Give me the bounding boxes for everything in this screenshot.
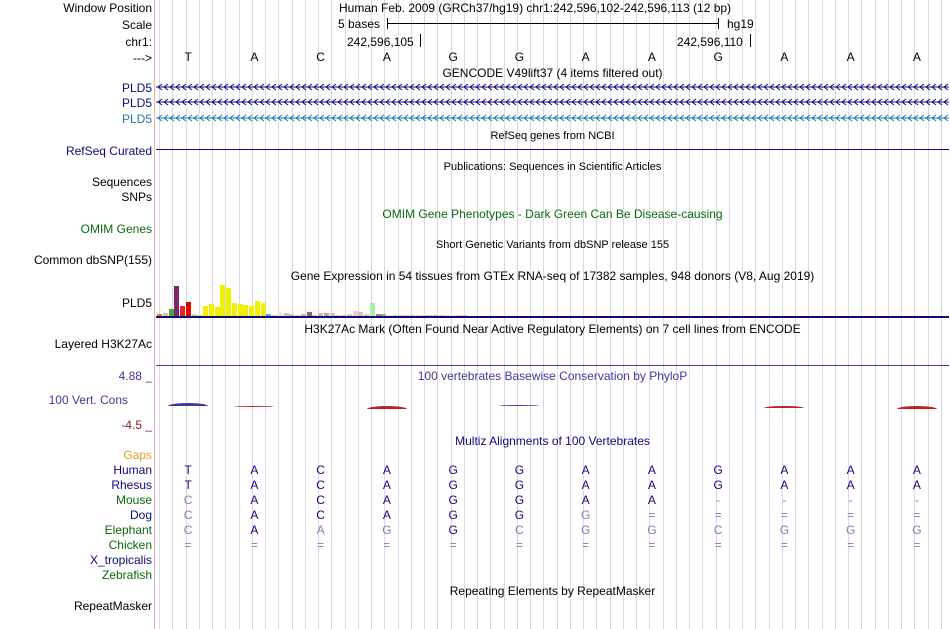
gridline: [928, 0, 929, 629]
gridline: [875, 0, 876, 629]
coord-right: 242,596,110: [677, 35, 743, 49]
gridline: [543, 0, 544, 629]
alignment-base: G: [912, 523, 922, 537]
gridline: [636, 0, 637, 629]
gridline: [490, 0, 491, 629]
sequence-base: A: [250, 50, 259, 64]
alignment-base: T: [184, 463, 192, 477]
sequence-base: C: [316, 50, 325, 64]
gridline: [570, 0, 571, 629]
dbsnp-title: Short Genetic Variants from dbSNP release 155: [435, 239, 670, 251]
gaps-label[interactable]: Gaps: [123, 448, 152, 462]
gridline: [610, 0, 611, 629]
gridline: [901, 0, 902, 629]
scale-bar: [387, 23, 718, 24]
gtex-bar[interactable]: [249, 306, 254, 316]
alignment-base: =: [847, 508, 855, 522]
alignment-base: G: [779, 523, 790, 537]
alignment-base: A: [382, 508, 391, 522]
alignment-base: A: [647, 463, 656, 477]
alignment-base: C: [316, 463, 325, 477]
gtex-bar[interactable]: [226, 288, 231, 316]
repeatmasker-label[interactable]: RepeatMasker: [73, 599, 152, 613]
window-position-text: Human Feb. 2009 (GRCh37/hg19) chr1:242,596,102-242,596,113 (12 bp): [339, 1, 732, 15]
sequence-base: A: [382, 50, 391, 64]
gridline: [689, 0, 690, 629]
phylop-mark: [764, 406, 804, 408]
phylop-label[interactable]: 100 Vert. Cons: [48, 393, 128, 407]
alignment-base: =: [515, 538, 523, 552]
h3k27ac-title: H3K27Ac Mark (Often Found Near Active Regulatory Elements) on 7 cell lines from ENCODE: [304, 322, 801, 336]
alignment-base: G: [713, 463, 723, 477]
multiz-title: Multiz Alignments of 100 Vertebrates: [455, 434, 650, 448]
alignment-base: -: [914, 493, 919, 507]
alignment-base: A: [846, 478, 855, 492]
sequence-base: A: [846, 50, 855, 64]
alignment-base: G: [580, 508, 591, 522]
alignment-base: A: [647, 493, 656, 507]
phylop-max-label: 4.88 _: [118, 369, 152, 383]
alignment-base: C: [515, 523, 524, 537]
gencode-track-label-2[interactable]: PLD5: [121, 96, 152, 110]
gtex-bar[interactable]: [220, 285, 225, 316]
coord-left: 242,596,105: [347, 35, 414, 49]
alignment-base: A: [647, 478, 656, 492]
alignment-base: C: [316, 493, 325, 507]
gtex-bar[interactable]: [169, 309, 174, 316]
alignment-base: A: [780, 478, 789, 492]
alignment-base: =: [648, 538, 656, 552]
gridline: [530, 0, 531, 629]
phylop-title: 100 vertebrates Basewise Conservation by PhyloP: [417, 369, 688, 383]
phylop-mark: [234, 406, 274, 407]
gridline: [941, 0, 942, 629]
sequences-label[interactable]: Sequences: [91, 175, 152, 189]
gtex-title: Gene Expression in 54 tissues from GTEx RNA-seq of 17382 samples, 948 donors (V8, Aug 2019): [290, 269, 815, 283]
alignment-base: G: [448, 463, 458, 477]
alignment-base: A: [912, 463, 921, 477]
gtex-bar[interactable]: [174, 286, 179, 316]
gtex-gene-line: [156, 316, 949, 318]
dbsnp-label[interactable]: Common dbSNP(155): [33, 253, 152, 267]
alignment-base: G: [448, 523, 458, 537]
alignment-base: G: [514, 463, 525, 477]
sequence-base: A: [647, 50, 656, 64]
alignment-base: -: [782, 493, 787, 507]
alignment-base: A: [382, 478, 391, 492]
sequence-base: G: [713, 50, 723, 64]
gtex-bar[interactable]: [215, 307, 220, 316]
alignment-base: =: [582, 538, 590, 552]
alignment-base: -: [716, 493, 721, 507]
sequence-base: T: [184, 50, 192, 64]
alignment-base: A: [912, 478, 921, 492]
alignment-base: =: [714, 538, 722, 552]
phylop-min-label: -4.5 _: [121, 418, 152, 432]
gridline: [755, 0, 756, 629]
gtex-bar[interactable]: [232, 303, 237, 316]
alignment-base: C: [316, 478, 325, 492]
gridline: [623, 0, 624, 629]
alignment-base: =: [780, 508, 788, 522]
gridline: [742, 0, 743, 629]
gtex-bar[interactable]: [180, 306, 185, 316]
scale-bar-right-tick: [718, 18, 719, 29]
species-label[interactable]: Human: [113, 463, 152, 477]
scale-bar-left-tick: [387, 18, 388, 29]
gridline: [477, 0, 478, 629]
phylop-mark: [897, 406, 937, 409]
gridline: [835, 0, 836, 629]
gridline: [504, 0, 505, 629]
alignment-base: C: [713, 523, 723, 537]
alignment-base: C: [183, 523, 193, 537]
alignment-base: G: [514, 493, 525, 507]
alignment-base: G: [647, 523, 657, 537]
gridline: [676, 0, 677, 629]
alignment-base: A: [581, 493, 590, 507]
alignment-base: G: [514, 478, 525, 492]
snps-label[interactable]: SNPs: [121, 190, 152, 204]
gencode-title: GENCODE V49lift37 (4 items filtered out): [442, 66, 663, 80]
refseq-label[interactable]: RefSeq Curated: [65, 144, 152, 158]
species-label[interactable]: Dog: [129, 508, 152, 522]
phylop-mark: [499, 405, 539, 406]
alignment-base: C: [316, 508, 325, 522]
alignment-base: T: [184, 478, 192, 492]
gtex-bar[interactable]: [209, 304, 214, 316]
alignment-base: A: [250, 508, 259, 522]
refseq-line[interactable]: [156, 149, 949, 150]
alignment-base: =: [250, 538, 258, 552]
repeatmasker-title: Repeating Elements by RepeatMasker: [449, 584, 656, 598]
omim-title: OMIM Gene Phenotypes - Dark Green Can Be Disease-causing: [382, 207, 723, 221]
publications-title: Publications: Sequences in Scientific Articles: [443, 161, 662, 173]
gtex-bar[interactable]: [243, 305, 248, 316]
gtex-label[interactable]: PLD5: [121, 296, 152, 310]
alignment-base: G: [448, 478, 458, 492]
alignment-base: A: [250, 493, 259, 507]
alignment-base: =: [780, 538, 788, 552]
coord-left-tick: [420, 34, 421, 47]
h3k27ac-baseline: [156, 365, 949, 366]
gridline: [888, 0, 889, 629]
gridline: [663, 0, 664, 629]
alignment-base: =: [184, 538, 192, 552]
species-label[interactable]: X_tropicalis: [89, 553, 152, 567]
species-label[interactable]: Elephant: [104, 523, 152, 537]
coord-right-tick: [750, 34, 751, 47]
sidebar-divider: [154, 0, 155, 629]
alignment-base: A: [780, 463, 789, 477]
gridline: [822, 0, 823, 629]
sequence-base: G: [514, 50, 525, 64]
alignment-base: A: [250, 463, 259, 477]
species-label[interactable]: Zebrafish: [101, 568, 152, 582]
sequence-base: A: [912, 50, 921, 64]
gencode-transcript-3[interactable]: [156, 114, 949, 122]
gtex-bar[interactable]: [186, 302, 191, 316]
alignment-base: G: [845, 523, 856, 537]
gencode-transcript-1[interactable]: [156, 83, 949, 91]
gencode-track-label-1[interactable]: PLD5: [121, 81, 152, 95]
gtex-bar[interactable]: [370, 303, 375, 316]
h3k27ac-label[interactable]: Layered H3K27Ac: [54, 337, 152, 351]
scale-assembly: hg19: [727, 17, 754, 31]
gridline: [702, 0, 703, 629]
gtex-bar[interactable]: [238, 304, 243, 316]
sequence-base: A: [780, 50, 789, 64]
species-label[interactable]: Chicken: [108, 538, 152, 552]
scale-text: 5 bases: [338, 17, 381, 31]
gtex-bar[interactable]: [261, 303, 266, 316]
alignment-base: C: [183, 508, 193, 522]
alignment-base: A: [382, 463, 391, 477]
gtex-bar[interactable]: [255, 301, 260, 316]
gridline: [808, 0, 809, 629]
alignment-base: =: [714, 508, 722, 522]
gridline: [596, 0, 597, 629]
alignment-base: A: [250, 523, 259, 537]
gridline: [861, 0, 862, 629]
alignment-base: A: [846, 463, 855, 477]
gencode-track-label-3[interactable]: PLD5: [121, 112, 152, 126]
alignment-base: G: [448, 508, 458, 522]
alignment-base: G: [514, 508, 525, 522]
chrom-label: chr1:: [125, 35, 152, 49]
alignment-base: =: [648, 508, 656, 522]
alignment-base: A: [581, 478, 590, 492]
species-label[interactable]: Rhesus: [111, 478, 152, 492]
alignment-base: =: [317, 538, 325, 552]
gridline: [557, 0, 558, 629]
alignment-base: A: [250, 478, 259, 492]
refseq-title: RefSeq genes from NCBI: [490, 130, 615, 142]
strand-label: --->: [133, 51, 152, 65]
scale-label: Scale: [121, 18, 152, 32]
window-position-label: Window Position: [63, 1, 152, 15]
alignment-base: =: [847, 538, 855, 552]
alignment-base: -: [848, 493, 853, 507]
alignment-base: A: [581, 463, 590, 477]
gridline: [729, 0, 730, 629]
alignment-base: G: [713, 478, 723, 492]
alignment-base: G: [448, 493, 458, 507]
alignment-base: A: [382, 493, 391, 507]
species-label[interactable]: Mouse: [115, 493, 152, 507]
alignment-base: G: [382, 523, 392, 537]
omim-label[interactable]: OMIM Genes: [80, 222, 152, 236]
gridline: [795, 0, 796, 629]
gtex-bar[interactable]: [203, 306, 208, 316]
alignment-base: =: [449, 538, 457, 552]
gencode-transcript-2[interactable]: [156, 98, 949, 106]
sequence-base: G: [448, 50, 458, 64]
alignment-base: G: [580, 523, 591, 537]
gridline: [769, 0, 770, 629]
phylop-mark: [168, 403, 208, 406]
alignment-base: =: [913, 538, 921, 552]
alignment-base: A: [316, 523, 325, 537]
alignment-base: =: [913, 508, 921, 522]
alignment-base: =: [383, 538, 391, 552]
phylop-mark: [367, 406, 407, 409]
alignment-base: C: [183, 493, 193, 507]
sequence-base: A: [581, 50, 590, 64]
